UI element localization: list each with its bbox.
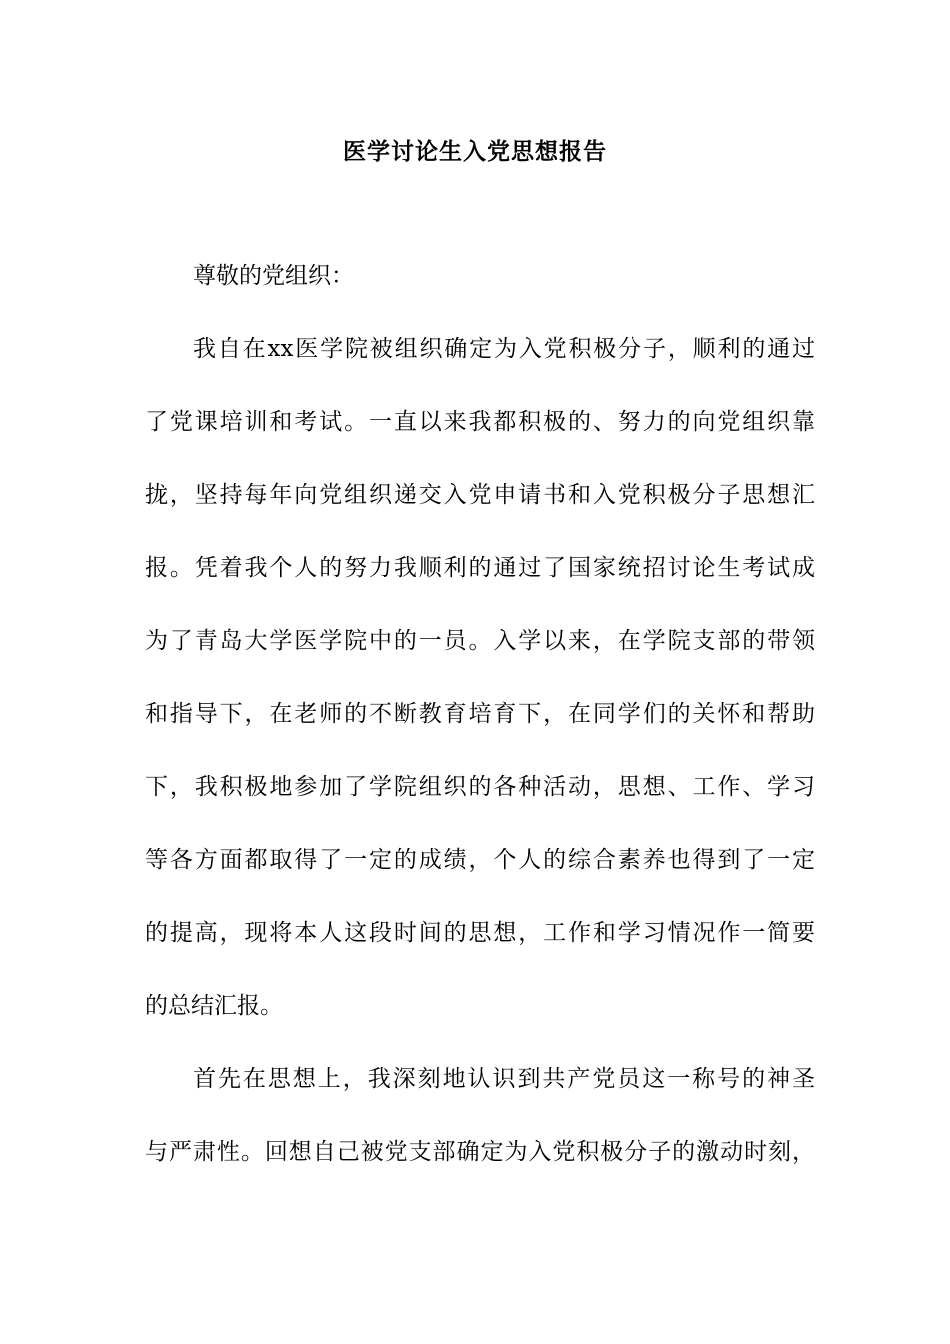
paragraph-1-line-3: 拢，坚持每年向党组织递交入党申请书和入党积极分子思想汇 [145, 482, 815, 508]
paragraph-2-line-2: 与严肃性。回想自己被党支部确定为入党积极分子的激动时刻， [145, 1139, 815, 1165]
paragraph-1-line-7: 下，我积极地参加了学院组织的各种活动，思想、工作、学习 [145, 774, 815, 800]
paragraph-1-line-10: 的总结汇报。 [145, 993, 283, 1019]
paragraph-1-line-5: 为了青岛大学医学院中的一员。入学以来，在学院支部的带领 [145, 628, 815, 654]
paragraph-1-line-1: 我自在xx医学院被组织确定为入党积极分子，顺利的通过 [193, 336, 815, 362]
paragraph-1-line-2: 了党课培训和考试。一直以来我都积极的、努力的向党组织靠 [145, 409, 815, 435]
paragraph-1-line-4: 报。凭着我个人的努力我顺利的通过了国家统招讨论生考试成 [145, 555, 815, 581]
paragraph-2-line-1: 首先在思想上，我深刻地认识到共产党员这一称号的神圣 [193, 1066, 815, 1092]
paragraph-1-line-8: 等各方面都取得了一定的成绩，个人的综合素养也得到了一定 [145, 847, 815, 873]
paragraph-1-line-6: 和指导下，在老师的不断教育培育下，在同学们的关怀和帮助 [145, 701, 815, 727]
document-body [145, 256, 815, 1205]
salutation: 尊敬的党组织： [193, 263, 354, 289]
document-title: 医学讨论生入党思想报告 [343, 138, 607, 165]
paragraph-1-line-9: 的提高，现将本人这段时间的思想，工作和学习情况作一简要 [145, 920, 815, 946]
